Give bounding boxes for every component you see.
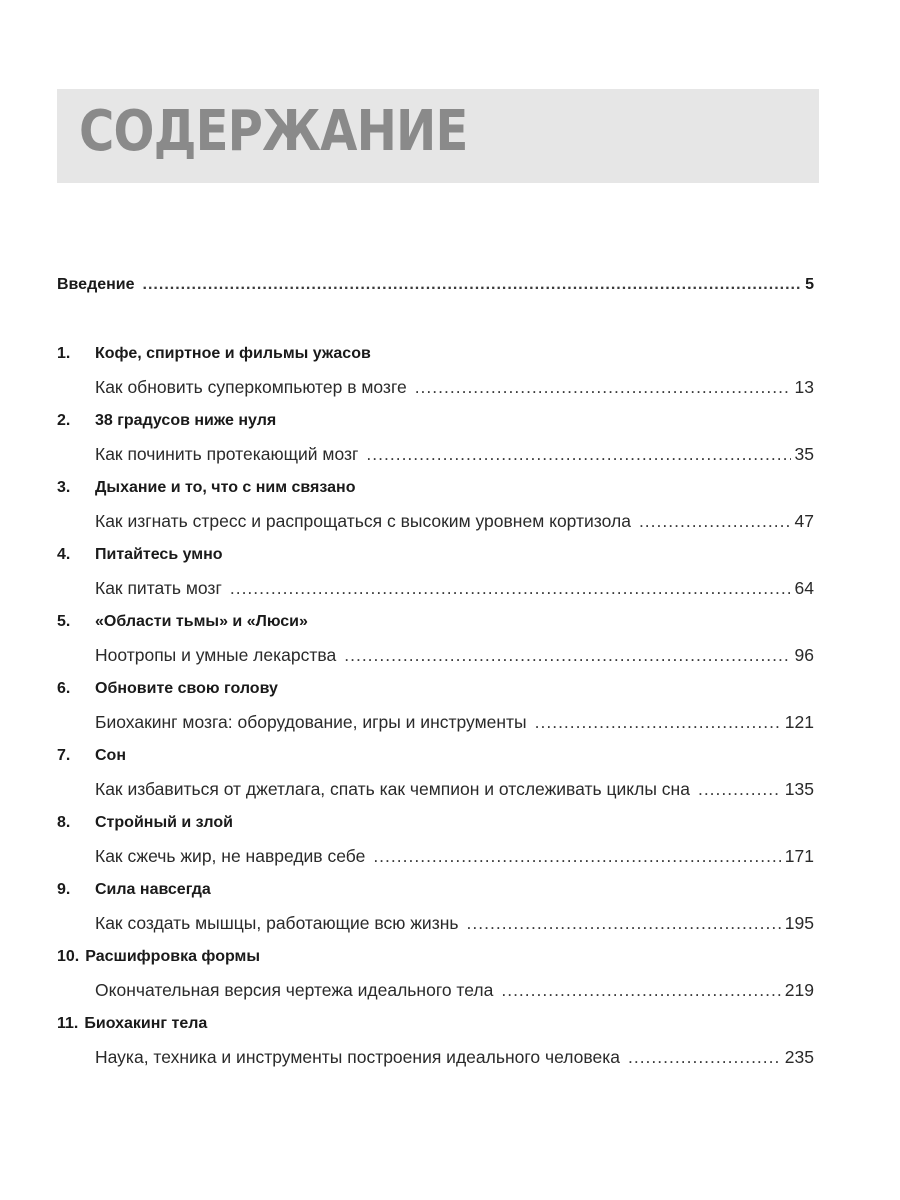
chapter-number: 2. — [57, 412, 71, 429]
toc-chapter-heading[interactable] — [57, 544, 814, 566]
chapter-page: 135 — [784, 779, 814, 799]
toc-chapter-heading[interactable] — [57, 410, 814, 432]
chapter-title: Питайтесь умно — [95, 546, 223, 563]
toc-chapter-entry[interactable] — [57, 845, 814, 867]
toc-chapter-heading[interactable] — [57, 879, 814, 901]
dot-leader — [415, 376, 791, 398]
toc-chapter-entry[interactable] — [57, 443, 814, 465]
chapter-page: 235 — [784, 1047, 814, 1067]
toc-intro-label: Введение — [57, 276, 135, 293]
dot-leader — [143, 274, 802, 296]
chapter-subtitle: Окончательная версия чертежа идеального тела — [95, 980, 494, 1000]
chapter-number: 7. — [57, 747, 71, 764]
toc-chapter-entry[interactable] — [57, 510, 814, 532]
chapter-title: 38 градусов ниже нуля — [95, 412, 277, 429]
page-title: СОДЕРЖАНИЕ — [79, 99, 468, 164]
toc-chapter-heading[interactable] — [57, 611, 814, 633]
toc-chapter-entry[interactable] — [57, 912, 814, 934]
toc-chapter-heading[interactable] — [57, 745, 814, 767]
chapter-subtitle: Ноотропы и умные лекарства — [95, 645, 337, 665]
chapter-page: 219 — [784, 980, 814, 1000]
chapter-title: Обновите свою голову — [95, 680, 278, 697]
chapter-page: 47 — [794, 511, 814, 531]
dot-leader — [366, 443, 790, 465]
dot-leader — [628, 1046, 781, 1068]
dot-leader — [467, 912, 781, 934]
toc-chapter-heading[interactable] — [57, 812, 814, 834]
chapter-title: Расшифровка формы — [85, 948, 261, 965]
toc-chapter-heading[interactable] — [57, 1013, 814, 1035]
chapter-number: 11. — [57, 1015, 79, 1032]
toc-chapter-entry[interactable] — [57, 711, 814, 733]
toc-chapter-entry[interactable] — [57, 1046, 814, 1068]
chapter-page: 64 — [794, 578, 814, 598]
chapter-subtitle: Как создать мышцы, работающие всю жизнь — [95, 913, 459, 933]
chapter-subtitle: Наука, техника и инструменты построения идеального человека — [95, 1047, 620, 1067]
chapter-subtitle: Как починить протекающий мозг — [95, 444, 359, 464]
toc-chapter-heading[interactable] — [57, 477, 814, 499]
chapter-subtitle: Как изгнать стресс и распрощаться с высоким уровнем кортизола — [95, 511, 631, 531]
chapter-page: 195 — [784, 913, 814, 933]
toc-chapter-entry[interactable] — [57, 644, 814, 666]
chapter-subtitle: Биохакинг мозга: оборудование, игры и инструменты — [95, 712, 527, 732]
chapter-number: 9. — [57, 881, 71, 898]
chapter-title: Сон — [95, 747, 126, 764]
dot-leader — [698, 778, 781, 800]
toc-chapter-heading[interactable] — [57, 678, 814, 700]
chapter-number: 10. — [57, 948, 80, 965]
chapter-title: Биохакинг тела — [84, 1015, 208, 1032]
chapter-number: 8. — [57, 814, 71, 831]
chapter-number: 1. — [57, 345, 71, 362]
chapter-title: «Области тьмы» и «Люси» — [95, 613, 308, 630]
toc-intro-page: 5 — [805, 276, 814, 293]
chapter-number: 3. — [57, 479, 71, 496]
chapter-page: 13 — [794, 377, 814, 397]
chapter-number: 4. — [57, 546, 71, 563]
dot-leader — [373, 845, 780, 867]
chapter-page: 121 — [784, 712, 814, 732]
chapter-title: Кофе, спиртное и фильмы ужасов — [95, 345, 371, 362]
toc-chapter-entry[interactable] — [57, 778, 814, 800]
dot-leader — [501, 979, 780, 1001]
chapter-title: Дыхание и то, что с ним связано — [95, 479, 356, 496]
toc-intro-entry[interactable] — [57, 274, 814, 296]
chapter-page: 35 — [794, 444, 814, 464]
chapter-title: Сила навсегда — [95, 881, 211, 898]
toc-chapter-entry[interactable] — [57, 979, 814, 1001]
dot-leader — [535, 711, 781, 733]
dot-leader — [230, 577, 791, 599]
chapter-subtitle: Как питать мозг — [95, 578, 222, 598]
toc-chapter-entry[interactable] — [57, 376, 814, 398]
toc-chapter-heading[interactable] — [57, 946, 814, 968]
chapter-page: 96 — [794, 645, 814, 665]
chapter-number: 6. — [57, 680, 71, 697]
toc-chapter-entry[interactable] — [57, 577, 814, 599]
chapter-number: 5. — [57, 613, 71, 630]
chapter-title: Стройный и злой — [95, 814, 233, 831]
chapter-subtitle: Как обновить суперкомпьютер в мозге — [95, 377, 407, 397]
chapter-subtitle: Как избавиться от джетлага, спать как чемпион и отслеживать циклы сна — [95, 779, 690, 799]
toc-chapter-heading[interactable] — [57, 343, 814, 365]
chapter-subtitle: Как сжечь жир, не навредив себе — [95, 846, 366, 866]
header-band — [57, 89, 819, 183]
dot-leader — [344, 644, 790, 666]
chapter-page: 171 — [784, 846, 814, 866]
dot-leader — [639, 510, 791, 532]
